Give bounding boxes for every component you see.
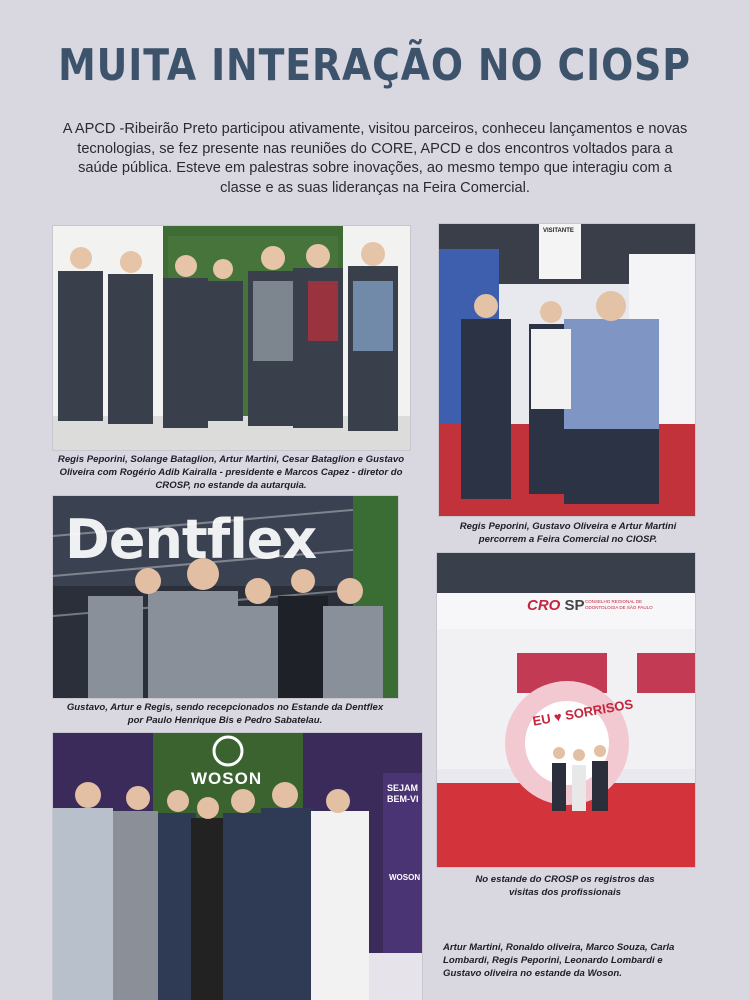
photo-group-crosp — [53, 226, 410, 450]
photo-woson — [53, 733, 422, 1000]
woson-banner-subtext: WOSON — [389, 873, 421, 882]
caption-fair-walk: Regis Peporini, Gustavo Oliveira e Artur Martini percorrem a Feira Comercial no CIOSP. — [459, 521, 677, 545]
photo-dentflex — [53, 496, 398, 698]
crosp-sign-logo: CRO SP — [527, 597, 585, 614]
caption-woson: Artur Martini, Ronaldo oliveira, Marco Souza, Carla Lombardi, Regis Peporini, Leonardo Lombardi e Gustavo oliveira no estande da Woson. — [443, 942, 675, 979]
page-title: MUITA INTERAÇÃO NO CIOSP — [58, 40, 691, 91]
caption-crosp-booth: No estande do CROSP os registros das visitas dos profissionais — [475, 874, 655, 898]
visitor-badge-text: VISITANTE — [543, 228, 574, 234]
woson-logo-text: WOSON — [191, 769, 263, 788]
dentflex-logo-text: Dentflex — [65, 508, 317, 571]
crosp-sign-subtitle: CONSELHO REGIONAL DE ODONTOLOGIA DE SÃO PAULO — [585, 599, 653, 610]
intro-paragraph: A APCD -Ribeirão Preto participou ativamente, visitou parceiros, conheceu lançamentos e novas tecnologias, se fez presente nas reuniões do CORE, APCD e dos encontros voltados para a saúde pública. Esteve em palestras sobre inovações, ao mesmo tempo que interagiu com a classe e as suas lideranças na Feira Comercial. — [62, 121, 688, 196]
caption-group-crosp: Regis Peporini, Solange Bataglion, Artur Martini, Cesar Bataglion e Gustavo Oliveira com Rogério Adib Kairalla - presidente e Marcos Capez - diretor do CROSP, no estande da autarquia. — [57, 454, 405, 491]
woson-banner-text: SEJAM BEM-VI — [387, 783, 419, 804]
arch-text: EU ♥ SORRISOS — [531, 696, 635, 729]
caption-dentflex: Gustavo, Artur e Regis, sendo recepcionados no Estande da Dentflex por Paulo Henrique Bis e Pedro Sabatelau. — [66, 702, 384, 726]
photo-fair-walk — [439, 224, 695, 516]
photo-crosp-booth — [437, 553, 695, 867]
